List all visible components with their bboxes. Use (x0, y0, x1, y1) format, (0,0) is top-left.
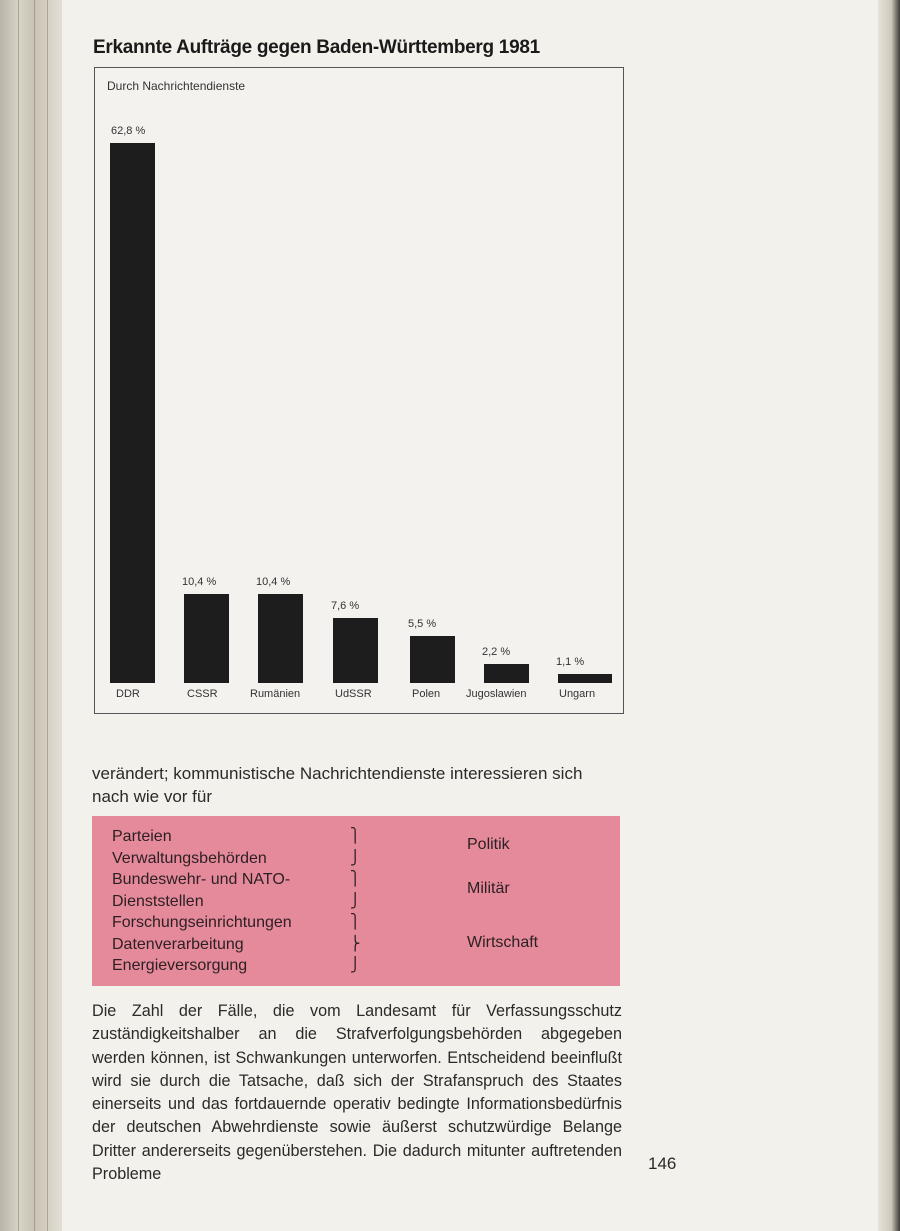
intro-text: verändert; kommunistische Nachrichtendienste interessieren sich nach wie vor für (92, 764, 583, 806)
bar-rumänien (258, 594, 303, 683)
body-paragraph: Die Zahl der Fälle, die vom Landesamt für Verfassungsschutz zuständigkeitshalber an die Strafverfolgungsbehörden abgegeben werden können, ist Schwankungen unterworfen. Entscheidend beeinflußt wird sie durch die Tatsache, daß sich der Strafanspruch des Staates einerseits und das fortdauernde operativ bedingte Informationsbedürfnis der deutschen Abwehrdienste sowie äußerst schutzwürdige Belange Dritter andererseits gegenüberstehen. Die dadurch mitunter auftretenden Probleme (92, 1002, 622, 1184)
bar-polen (410, 636, 455, 683)
bar-ddr (110, 143, 155, 683)
brace-group: ⎫ ⎭ ⎫ ⎭ ⎫ ⎬ ⎭ (350, 828, 361, 973)
category-label: Jugoslawien (466, 688, 527, 700)
interest-item: Verwaltungsbehörden (112, 849, 267, 867)
chart-title: Erkannte Aufträge gegen Baden-Württemberg 1981 (93, 37, 540, 58)
category-label: UdSSR (335, 688, 372, 700)
category-label: Polen (412, 688, 441, 700)
value-label: 10,4 % (182, 576, 217, 588)
chart-frame (94, 67, 624, 714)
area-militaer: Militär (467, 880, 510, 897)
value-label: 62,8 % (111, 125, 146, 137)
interest-item: Dienststellen (112, 892, 204, 910)
category-label: Ungarn (559, 688, 596, 700)
value-label: 2,2 % (482, 646, 511, 658)
value-label: 10,4 % (256, 576, 291, 588)
category-label: DDR (116, 688, 140, 700)
value-label: 5,5 % (408, 618, 437, 630)
book-spine (0, 0, 62, 1231)
bar-jugoslawien (484, 664, 529, 683)
bar-cssr (184, 594, 229, 683)
interest-item: Bundeswehr- und NATO- (112, 871, 291, 888)
value-label: 1,1 % (556, 656, 585, 668)
category-label: Rumänien (250, 688, 301, 700)
value-label: 7,6 % (331, 600, 360, 612)
interest-box (92, 816, 620, 986)
bar-ungarn (558, 674, 612, 683)
interest-item: Energieversorgung (112, 957, 248, 974)
page-number: 146 (648, 1154, 677, 1173)
bar-udssr (333, 618, 378, 683)
page-edge-shadow (878, 0, 900, 1231)
category-label: CSSR (187, 688, 218, 700)
interest-item: Forschungseinrichtungen (112, 914, 292, 931)
chart-subtitle: Durch Nachrichtendienste (107, 79, 246, 93)
interest-item: Datenverarbeitung (112, 935, 244, 953)
interest-item: Parteien (112, 828, 172, 845)
area-wirtschaft: Wirtschaft (467, 934, 539, 951)
area-politik: Politik (467, 836, 510, 853)
interest-list (112, 826, 292, 977)
